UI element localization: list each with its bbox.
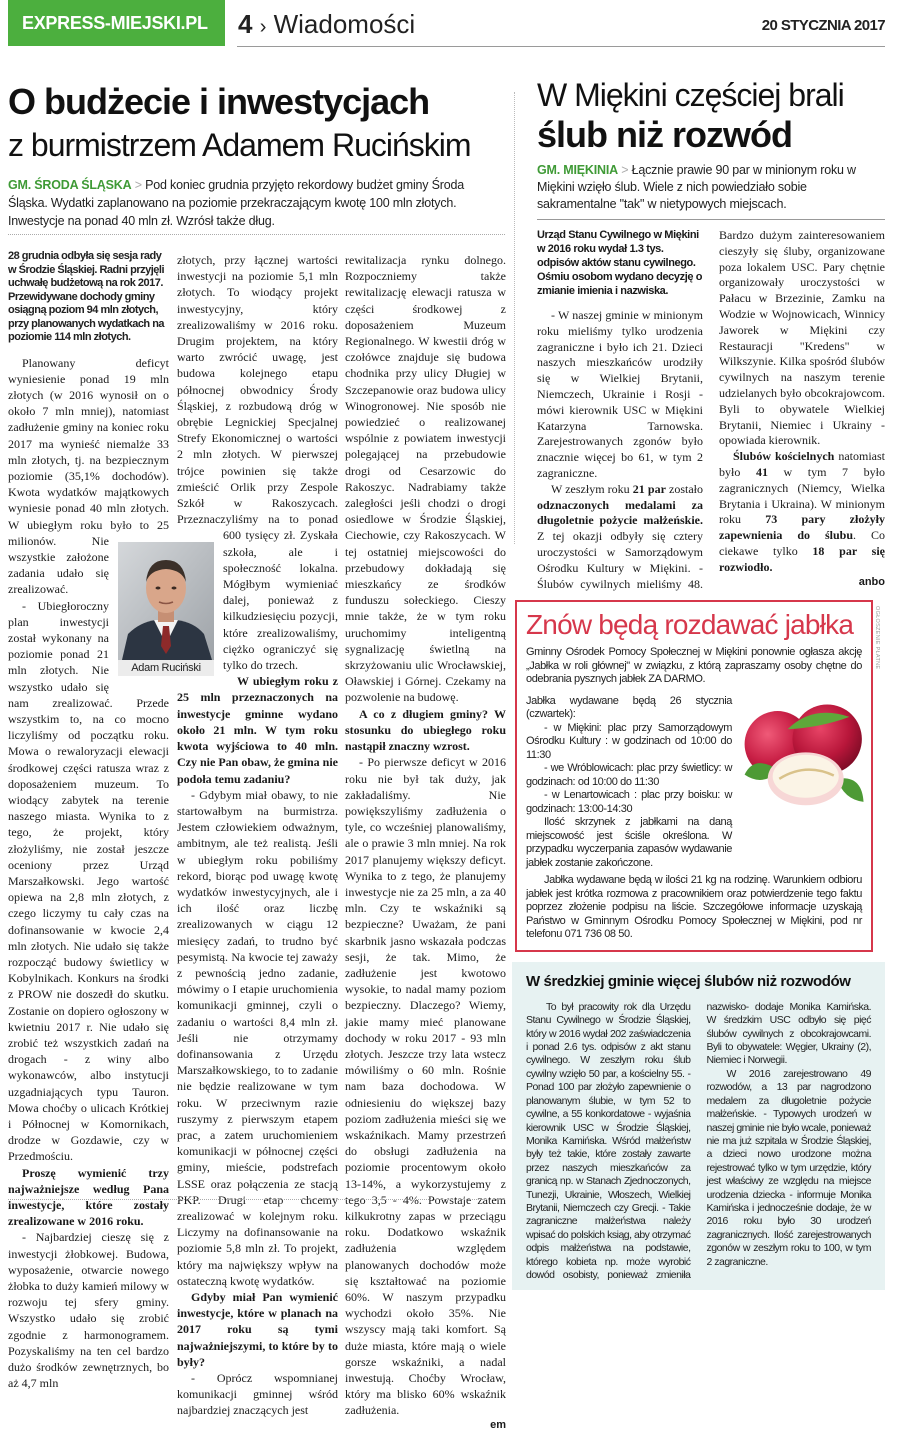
author-signature: em <box>490 1418 506 1431</box>
section-name: Wiadomości <box>273 9 416 39</box>
paragraph <box>537 308 703 482</box>
paragraph <box>719 449 885 575</box>
article-intro: Urząd Stanu Cywilnego w Miękini w 2016 roku wydał 1.3 tys. odpisów aktów stanu cywilnego. Ośmiu osobom wydano decyzję o zmianie imienia i nazwiska. <box>537 229 703 297</box>
ad-note: Ilość skrzynek z jabłkami na daną miejscowość jest ściśle określona. W przypadku wyczerpania zapasów wydawanie jabłek zostanie zakończone. <box>526 816 732 869</box>
text-run: Z tej okazji odbyły się cztery uroczystości w Samorządowym Ośrodku Kultury w Miękini. - Ślubów cywilnych mieliśmy 48. Bardzo dużym zainteresowaniem cieszyły się śluby, organizowane poza lokalem USC. Pary chętnie organizowały uroczystości w Pałacu w Brzezinie, Zamku na Wodzie w Wojnowicach, Winnicy Jaworek w Miękini czy Restauracji "Kredens" w Wilkszynie. Kilka spośród ślubów cywilnych na naszym terenie udzielanych było obcokrajowcom. Byli to obywatele Wielkiej Brytanii, Niemiec i Ukrainy - opowiada kierownik. <box>537 228 885 591</box>
portrait-photo <box>118 542 214 676</box>
site-logo-text: EXPRESS-MIEJSKI.PL <box>22 13 208 33</box>
article-title-line1: O budżecie i inwestycjach <box>8 81 430 122</box>
sidebar-box <box>512 962 885 1291</box>
advertisement-box <box>515 600 880 952</box>
page-number: 4 <box>238 9 253 39</box>
bottom-divider <box>8 1199 505 1200</box>
text-run: W zeszłym roku <box>551 481 633 496</box>
right-side <box>512 76 885 1290</box>
text-run: zostało <box>665 481 704 496</box>
article-lead <box>537 162 885 213</box>
chevron-right-icon: › <box>259 16 267 38</box>
article-lead <box>8 176 505 230</box>
chevron-right-icon: > <box>621 163 629 177</box>
section-heading <box>238 9 415 40</box>
lead-divider <box>8 234 505 235</box>
paragraph: - Oprócz wspomnianej komunikacji gminnej wśród najbardziej znaczących jest <box>177 1371 338 1418</box>
paragraph: rewitalizacja rynku dolnego. Rozpoczniemy także rewitalizację elewacji ratusza w części środkowej z doposażeniem Muzeum Regionalnego. W kwestii dróg w czołówce znajduje się budowa chodnika przy ulicy Długiej w Szczepanowie oraz budowa ulicy Winogronowej. Nie sposób nie powiedzieć o realizowanej wspólnie z powiatem inwestycji polegającej na przebudowie drogi od Cesarzowic do Rakoszyc. Nadrabiamy także zaległości jeśli chodzi o drogi osiedlowe w Środzie Śląskiej, Ciechowie, czy Rakoszycach. W tej ostatniej miejscowości do przebudowy dokładają się mieszkańcy ze środków funduszu sołeckiego. Cieszy mnie także, że w tym roku uruchomimy inteligentną sygnalizację świetlną na skrzyżowaniu ulic Wrocławskiej, Oławskiej i Górnej. Czekamy na pozwolenie na budowę. <box>345 253 506 705</box>
lead-divider <box>537 219 885 220</box>
apples-image <box>738 695 866 813</box>
paragraph: To był pracowity rok dla Urzędu Stanu Cywilnego w Środzie Śląskiej, który w 2016 wydał 202 zaświadczenia i ponad 2.6 tys. odpisów z akt stanu cywilnego. W zeszłym roku ślub cywilny wzięło 50 par, a kościelny 55. - Ponad 100 par złożyło zapewnienie o planowanym ślubie, w tym 52 to cywilne, a 55 konkordatowe - wyjaśnia kierownik USC w Środzie Śląskiej, Monika Kamińska. Wśród małżeństw były też takie, które zostały zawarte przez naszych mieszkańców za granicą np. w Stanach Zjednoczonych, Tunezji, Ukrainie, Włoszech, Wielkiej Brytanii, Niemczech czy Grecji. - Takie zagraniczne małżeństwa należy wpisać do polskich ksiąg, aby otrzymać odpis małżeństwa na podstawie, którego kobieta np. może wyrobić dowód osobisty, ponieważ zmieniła nazwisko- dodaje Monika Kamińska. W średzkim USC odbyło się pięć ślubów cywilnych z obcokrajowcami. Byli to obywatele: Węgier, Ukrainy (2), Niemiec i Norwegii. <box>526 1000 871 1281</box>
ad-intro: Gminny Ośrodek Pomocy Społecznej w Miękini ponownie ogłasza akcję „Jabłka w roli głównej" w związku, z którą zapraszamy osoby chętne do odebrania pysznych jabłek ZA DARMO. <box>526 646 862 686</box>
article-title-line2: ślub niż rozwód <box>537 114 792 155</box>
bold-text: odznaczonych medalami za długoletnie pożycie małżeńskie. <box>537 497 703 528</box>
photo-caption: Adam Ruciński <box>131 662 201 674</box>
sidebar-body <box>526 1001 871 1283</box>
bold-text: 21 par <box>632 481 666 496</box>
text-run: w tym 7 było zagranicznych (Niemcy, Wielka Brytania i Ukraina). W minionym roku <box>719 464 885 527</box>
article-intro: 28 grudnia odbyła się sesja rady w Środzie Śląskiej. Radni przyjęli uchwałę budżetową na rok 2017. Przewidywane dochody gminy osiągną poziom 94 mln złotych, przy planowanych wydatkach na poziomie 114 mln złotych. <box>8 250 165 343</box>
text-run: - W naszej gminie w minionym roku mieliśmy tylko urodzenia zagraniczne i było ich 21. Dzieci naszych mieszkańców urodziły się w Wielkiej Brytanii, Niemczech, Ukrainie i Rosji - mówi kierownik USC w Miękini Katarzyna Tarnowska. Zarejestrowanych zgonów było znacznie więcej bo 61, w tym 2 zagraniczne. <box>537 308 703 480</box>
text-run: . Co ciekawe tylko <box>719 528 885 558</box>
ad-schedule-row <box>526 695 862 871</box>
sidebar-title: W średzkiej gminie więcej ślubów niż rozwodów <box>526 972 851 990</box>
ad-schedule <box>526 695 732 871</box>
author-signature: anbo <box>858 575 885 588</box>
portrait-image <box>118 542 214 660</box>
lead-text: Pod koniec grudnia przyjęto rekordowy budżet gminy Środa Śląska. Wydatki zaplanowano na poziomie przekraczającym kwotę 100 mln złotych. Inwestycje na ponad 40 mln zł. Wzrósł także dług. <box>8 178 464 228</box>
chevron-right-icon: > <box>134 178 142 192</box>
right-article <box>537 76 885 592</box>
bold-text: Ślubów kościelnych <box>733 449 835 464</box>
paragraph: - Po pierwsze deficyt w 2016 roku nie był tak duży, jak zakładaliśmy. Nie powiększyliśmy zadłużenia o tyle, co wcześniej planowaliśmy, ale o prawie 3 mln mniej. Na rok 2017 planujemy większy deficyt. Wynika to z tego, że planujemy inwestycje nie za 25 mln, a za 40 mln. Czy te wskaźniki są bezpieczne? Uważam, że pani skarbnik jasno wskazała podczas sesji, że tak. Mimo, że zadłużenie jest kwotowo wysokie, to nadal mamy poziom bezpieczny. Dlaczego? Wiemy, jakie mamy mieć planowane dochody w roku 2017 - 93 mln złotych. Jeszcze trzy lata wstecz mówiliśmy o 60 mln. Rośnie nam baza dochodowa. W odniesieniu do większej bazy poziom zadłużenia mieści się we wskaźnikach. Mamy przestrzeń do obsługi zadłużenia na poziomie procentowym około 13-14%, a wykorzystujemy z tego 3,5 - 4%. Powstaje zatem kilkukrotny zapas w przeciągu roku. Dodatkowo wskaźnik zadłużenia względem planowanych dochodów może się kształtować na poziomie 60%. W naszym przypadku wychodzi około 35%. Nie wszyscy mają taki komfort. Są duże miasta, które mają o wiele gorsze wskaźniki, a nadal inwestują. Choćby Wrocław, który ma blisko 60% wskaźnik zadłużenia. <box>345 755 506 1418</box>
location-label: GM. ŚRODA ŚLĄSKA <box>8 178 132 192</box>
interview-question: A co z długiem gminy? W stosunku do ubiegłego roku nastąpił znaczny wzrost. <box>345 706 506 754</box>
issue-date: 20 STYCZNIA 2017 <box>761 17 885 34</box>
schedule-item: - we Wróblowicach: plac przy świetlicy: w godzinach: od 10:00 do 11:30 <box>526 762 732 788</box>
paragraph: W 2016 zarejestrowano 49 rozwodów, a 13 par nagrodzono medalem za długoletnie pożycie małżeńskie. - Typowych urodzeń w naszej gminie nie było wcale, ponieważ nie ma już szpitala w Środzie Śląskiej, a dzieci nowo urodzone można rejestrować tylko w tym urzędzie, który jest właściwy ze względu na miejsce urodzenia dziecka - informuje Monika Kamińska i jednocześnie dodaje, że w 2016 roku było 30 urodzeń zagranicznych. Ilość zarejestrowanych zgonów w zeszłym roku to 100, w tym 2 zagraniczne. <box>706 1067 871 1268</box>
article-body <box>537 228 885 592</box>
lead-text: Łącznie prawie 90 par w minionym roku w Miękini wzięło ślub. Wiele z nich powiedziało sobie sakramentalne "tak" w nietypowych miejscach. <box>537 163 856 211</box>
paragraph: złotych, przy łącznej wartości inwestycji na poziomie 5,1 mln złotych. To wiodący projekt inwestycyjny, który zrealizowaliśmy w 2016 roku. Drugim projektem, na który warto zwrócić uwagę, jest budowa kolejnego etapu północnej obwodnicy Środy Śląskiej, z rozbudową dróg w obrębie Legnickiej Specjalnej Strefy Ekonomicznej o wartości 2 mln złotych. W pierwszej trójce powinien się także zmieścić Orlik przy Zespole Szkół w Rakoszycach. Przeznaczyliśmy na to ponad 600 tysięcy zł. Zyskała szkoła, ale i społeczność lokalna. Mógłbym wymieniać dalej, ponieważ z kilkudziesięciu pozycji, które zrealizowaliśmy, ciężko ograniczyć się tylko do trzech. <box>177 253 338 673</box>
schedule-item: - w Miękini: plac przy Samorządowym Ośrodku Kultury : w godzinach od 10:00 do 11:30 <box>526 721 732 761</box>
schedule-heading: Jabłka wydawane będą 26 stycznia (czwartek): <box>526 694 732 721</box>
paragraph: Planowany deficyt wyniesienie ponad 19 mln złotych (w 2016 wynosił on o około 7 mln mniej), natomiast zadłużenie gminy na koniec roku 2017 ma wynieść niemalże 33 mln złotych, tj. na bezpiecznym poziomie (35,1% dochodów). Kwota wydatków majątkowych wyniesie ponad 40 mln złotych. W ubiegłym roku było to 25 milionów. Nie wszystkie założone zadania udało się zrealizować. <box>8 355 169 597</box>
article-header <box>8 80 505 235</box>
schedule-item: - w Lenartowicach : plac przy boisku: w godzinach: 13:00-14:30 <box>526 789 732 815</box>
article-title-line1: W Miękini częściej brali <box>537 77 844 113</box>
article-title-line2: z burmistrzem Adamem Rucińskim <box>8 127 471 163</box>
paragraph: - Ubiegłoroczny plan inwestycji został wykonany na poziomie ponad 21 mln złotych. Nie wszystko udało się nam zrealizować. Przede wszystkim to, na co mocno liczyliśmy od początku roku. Mowa o rewaloryzacji elewacji środkowej części ratusza wraz z doposażeniem muzeum. To wiodący zabytek na terenie naszego miasta. Wynika to z tego, że projekt, który złożyliśmy, nie został jeszcze oceniony przez Urząd Marszałkowski. Jego wartość opiewa na 2,8 mln złotych, z czego liczymy tu cały czas na dofinansowanie w kwocie 2,4 mln złotych. Nie udało się także rozpocząć budowy świetlicy w Kobylnikach. Konkurs na środki z PROW nie doszedł do skutku. Zostanie on dopiero ogłoszony w kwietniu 2017 r. Nie udało się zrobić też wszystkich zadań na drogach - z winy albo wykonawców, albo instytucji uzgadniających typu Tauron. Mowa choćby o ulicach Krótkiej i Północnej w Komornikach, drodze w Gozdawie, czy w Przedmościu. <box>8 598 169 1164</box>
interview-question: W ubiegłym roku z 25 mln przeznaczonych na inwestycje gminne wydano około 21 mln. W tym roku kwota wyjściowa to 40 mln. Czy nie Pan obaw, że gmina nie podoła temu zadaniu? <box>177 674 338 786</box>
ad-footer-text: Jabłka wydawane będą w ilości 21 kg na rodzinę. Warunkiem odbioru jabłek jest krótka rozmowa z pracownikiem oraz potwierdzenie tego faktu poprzez złożenie podpisu na liście. Szczegółowe informacje uzyskają Państwo w Gminnym Ośrodku Pomocy Społecznej w Miękini, pod nr telefonu 071 736 08 50. <box>526 874 862 941</box>
interview-question: Proszę wymienić trzy najważniejsze według Pana inwestycje, które zostały zrealizowane w 2016 roku. <box>8 1165 169 1229</box>
ad-label: OGŁOSZENIE PŁATNE <box>874 606 880 670</box>
ad-footer <box>526 874 862 942</box>
bold-text: 41 <box>755 464 768 479</box>
ad-title: Znów będą rozdawać jabłka <box>526 609 854 641</box>
bold-text: 73 pary złożyły zapewnienia do ślubu <box>719 512 886 543</box>
paragraph: - Gdybym miał obawy, to nie startowałbym na burmistrza. Jestem człowiekiem odważnym, ambitnym, ale też realistą. Jeśli w ubiegłym roku pobiliśmy rekord, biorąc pod uwagę kwotę wydatków inwestycyjnych, ale i ich ilość oraz liczbę zrealizowanych w ciągu 12 miesięcy zadań, to trudno być pesymistą. Na kwocie tej zaważy z pewnością jedno zadanie, mówimy o I etapie uruchomienia komunikacji gminnej, czyli o zadaniu o wartości 8,4 mln zł. Jeśli nie otrzymamy dofinansowania z Urzędu Marszałkowskiego, to to zadanie nie będzie realizowane w tym roku. W przeciwnym razie ruszymy z pierwszym etapem prac, a zatem uruchomieniem komunikacji w północnej części gminy, mieście, podstrefach LSSE oraz połączenia ze stacją PKP. Drugi etap chcemy zrealizować w kolejnym roku. Liczymy na dofinansowanie na poziomie 5,8 mln zł. To projekt, który ma największy wpływ na ostateczną kwotę wydatków. <box>177 787 338 1288</box>
article-column-2 <box>177 252 338 1419</box>
site-logo[interactable] <box>8 0 225 46</box>
header-divider <box>237 46 885 47</box>
bold-text: 18 par się rozwiodło. <box>719 543 885 574</box>
article-column-1 <box>8 250 169 1392</box>
text-run: natomiast było <box>719 449 885 479</box>
location-label: GM. MIĘKINIA <box>537 163 618 177</box>
article-column-3 <box>345 252 506 1431</box>
interview-question: Gdyby miał Pan wymienić inwestycje, które w planach na 2017 roku są tymi najważniejszymi, to które by to były? <box>177 1290 338 1369</box>
paragraph: - Najbardziej cieszę się z inwestycji żłobkowej. Budowa, wyposażenie, otwarcie nowego żłobka to duży kamień milowy w rozwoju tej sfery gminy. Wszystko udało się zrobić zgodnie z harmonogramem. Pozyskaliśmy na ten cel bardzo dużo środków zewnętrznych, bo aż 4,7 mln <box>8 1230 169 1391</box>
